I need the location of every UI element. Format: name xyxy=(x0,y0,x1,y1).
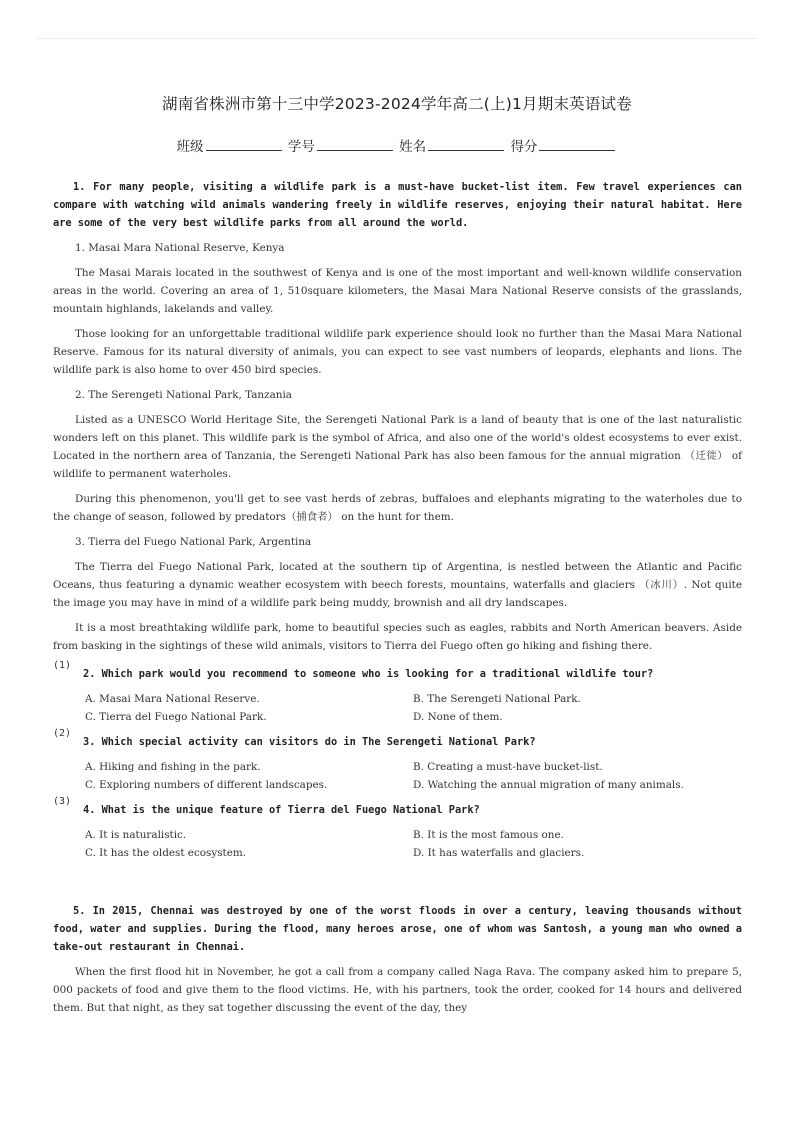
option-c[interactable]: C. Tierra del Fuego National Park. xyxy=(85,711,267,723)
section-heading-tierra: 3. Tierra del Fuego National Park, Argentina xyxy=(75,536,312,548)
option-b[interactable]: B. It is the most famous one. xyxy=(413,829,564,841)
passage1-intro: 1. For many people, visiting a wildlife park is a must-have bucket-list item. Few travel experiences can compare with watching wild animals wandering freely in wildlife reserves, enjoying their natural habitat. Here are some of the very best wildlife parks from all around the world. xyxy=(53,181,742,229)
question-1 xyxy=(53,660,742,726)
paragraph: It is a most breathtaking wildlife park, home to beautiful species such as eagles, rabbits and North American beavers. Aside from basking in the sightings of these wild animals, visitors to Tierra del Fuego often go hiking and fishing there. xyxy=(53,622,742,652)
student-id-blank[interactable] xyxy=(317,138,393,151)
question-number: (3) xyxy=(53,796,72,807)
paragraph: The Masai Marais located in the southwest of Kenya and is one of the most important and well-known wildlife conservation areas in the world. Covering an area of 1, 510square kilometers, the Masai Mara National Reserve consists of the grasslands, mountain highlands, lakelands and valley. xyxy=(53,267,742,315)
option-c[interactable]: C. It has the oldest ecosystem. xyxy=(85,847,247,859)
question-number: (2) xyxy=(53,728,72,739)
question-2 xyxy=(53,728,742,794)
name-blank[interactable] xyxy=(428,138,504,151)
class-label: 班级 xyxy=(176,139,204,155)
option-d[interactable]: D. Watching the annual migration of many animals. xyxy=(413,779,684,791)
paragraph: Those looking for an unforgettable traditional wildlife park experience should look no further than the Masai Mara National Reserve. Famous for its natural diversity of animals, you can expect to see vast numbers of leopards, elephants and lions. The wildlife park is also home to over 450 bird species. xyxy=(53,328,742,376)
option-d[interactable]: D. None of them. xyxy=(413,711,503,723)
paragraph: Listed as a UNESCO World Heritage Site, the Serengeti National Park is a land of beauty that is one of the last naturalistic wonders left on this planet. This wildlife park is the symbol of Africa, and also one of the world's oldest ecosystems to ever exist. Located in the northern area of Tanzania, the Serengeti National Park has also been famous for the annual migration （迁徙） of wildlife to permanent waterholes. xyxy=(53,414,742,480)
section-heading-serengeti: 2. The Serengeti National Park, Tanzania xyxy=(75,389,292,401)
score-label: 得分 xyxy=(510,139,538,155)
name-label: 姓名 xyxy=(399,139,427,155)
question-text: 3. Which special activity can visitors do in The Serengeti National Park? xyxy=(83,736,536,748)
exam-content xyxy=(53,178,742,1017)
class-blank[interactable] xyxy=(206,138,282,151)
passage2-intro: 5. In 2015, Chennai was destroyed by one of the worst floods in over a century, leaving thousands without food, water and supplies. During the flood, many heroes arose, one of whom was Santosh, a young man who owned a take-out restaurant in Chennai. xyxy=(53,905,742,953)
option-c[interactable]: C. Exploring numbers of different landscapes. xyxy=(85,779,328,791)
student-info-line xyxy=(0,135,794,155)
score-blank[interactable] xyxy=(539,138,615,151)
paragraph: During this phenomenon, you'll get to see vast herds of zebras, buffaloes and elephants migrating to the waterholes due to the change of season, followed by predators（捕食者） on the hunt for them. xyxy=(53,493,742,523)
option-b[interactable]: B. Creating a must-have bucket-list. xyxy=(413,761,603,773)
question-3 xyxy=(53,796,742,862)
option-b[interactable]: B. The Serengeti National Park. xyxy=(413,693,581,705)
paragraph: The Tierra del Fuego National Park, located at the southern tip of Argentina, is nestled between the Atlantic and Pacific Oceans, thus featuring a dynamic weather ecosystem with beech forests, mountains, waterfalls and glaciers （冰川）. Not quite the image you may have in mind of a wildlife park being muddy, brownish and all dry landscapes. xyxy=(53,561,742,609)
option-a[interactable]: A. Masai Mara National Reserve. xyxy=(85,693,260,705)
page-title: 湖南省株洲市第十三中学2023-2024学年高二(上)1月期末英语试卷 xyxy=(162,95,632,113)
option-a[interactable]: A. It is naturalistic. xyxy=(85,829,187,841)
paragraph: When the first flood hit in November, he got a call from a company called Naga Rava. The company asked him to prepare 5, 000 packets of food and give them to the flood victims. He, with his partners, took the order, cooked for 14 hours and delivered them. But that night, as they sat together discussing the event of the day, they xyxy=(53,966,742,1014)
option-a[interactable]: A. Hiking and fishing in the park. xyxy=(85,761,261,773)
question-text: 2. Which park would you recommend to someone who is looking for a traditional wildlife tour? xyxy=(83,668,654,680)
section-heading-masai: 1. Masai Mara National Reserve, Kenya xyxy=(75,242,285,254)
question-number: (1) xyxy=(53,660,72,671)
student-id-label: 学号 xyxy=(287,139,315,155)
option-d[interactable]: D. It has waterfalls and glaciers. xyxy=(413,847,585,859)
question-text: 4. What is the unique feature of Tierra del Fuego National Park? xyxy=(83,804,480,816)
header-divider xyxy=(36,38,758,39)
